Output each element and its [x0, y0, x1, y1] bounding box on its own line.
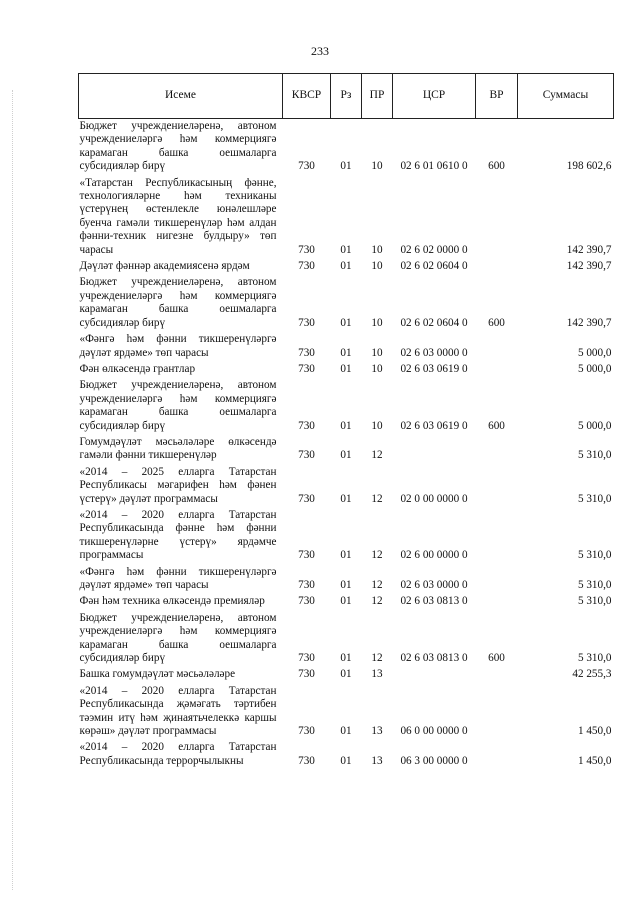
cell-rz: 01 — [340, 725, 352, 738]
cell-name: Дәүләт фәннәр академиясенә ярдәм — [79, 260, 250, 273]
cell-sum: 5 310,0 — [577, 595, 612, 608]
cell-vr — [476, 332, 518, 362]
cell-pr: 10 — [371, 346, 383, 359]
column-header-csr: ЦСР — [393, 74, 476, 119]
cell-sum: 5 310,0 — [577, 449, 612, 462]
cell-vr — [476, 176, 518, 259]
cell-csr: 02 6 03 0619 0 — [400, 419, 468, 432]
cell-sum: 5 310,0 — [577, 549, 612, 562]
cell-pr: 13 — [371, 725, 383, 738]
cell-kvsr: 730 — [298, 595, 315, 608]
cell-kvsr: 730 — [298, 725, 315, 738]
cell-sum: 5 000,0 — [577, 419, 612, 432]
table-row — [79, 275, 614, 332]
cell-rz: 01 — [340, 419, 352, 432]
cell-pr: 13 — [371, 754, 383, 767]
cell-pr: 10 — [371, 243, 383, 256]
cell-vr — [476, 594, 518, 610]
table-row — [79, 611, 614, 668]
table-row — [79, 176, 614, 259]
cell-csr: 02 6 01 0610 0 — [400, 160, 468, 173]
cell-rz: 01 — [340, 549, 352, 562]
cell-sum: 5 310,0 — [577, 492, 612, 505]
cell-name: «2014 – 2020 елларга Татарстан Республикасында фәнне һәм фәнни тикшеренүләрне үстерү» ярдәмче программасы — [79, 508, 277, 562]
cell-name: «2014 – 2020 елларга Татарстан Республикасында җәмәгать тәртибен тәэмин итү һәм җинаятьчелеккә каршы көрәш» дәүләт программасы — [79, 684, 277, 738]
table-row — [79, 565, 614, 595]
table-body — [79, 119, 614, 771]
cell-sum: 5 310,0 — [577, 652, 612, 665]
cell-kvsr: 730 — [298, 260, 315, 273]
cell-pr: 12 — [371, 652, 383, 665]
cell-vr: 600 — [488, 652, 505, 665]
cell-pr: 12 — [371, 449, 383, 462]
cell-rz: 01 — [340, 579, 352, 591]
cell-vr: 600 — [488, 160, 505, 173]
cell-vr — [476, 565, 518, 595]
cell-csr: 02 6 02 0604 0 — [400, 260, 468, 273]
cell-vr — [476, 684, 518, 741]
cell-rz: 01 — [340, 260, 352, 273]
cell-sum: 1 450,0 — [577, 725, 612, 738]
budget-table — [78, 73, 614, 770]
cell-kvsr: 730 — [298, 160, 315, 173]
cell-csr: 02 0 00 0000 0 — [400, 492, 468, 505]
cell-vr — [476, 362, 518, 378]
cell-pr: 10 — [371, 316, 383, 329]
table-row — [79, 667, 614, 683]
cell-kvsr: 730 — [298, 449, 315, 462]
cell-rz: 01 — [340, 652, 352, 665]
cell-name: Бюджет учреждениеләренә, автоном учреждениеләргә һәм коммерциягә карамаган башка оешмаларга субсидияләр бирү — [79, 276, 277, 329]
cell-sum: 42 255,3 — [572, 668, 612, 681]
cell-kvsr: 730 — [298, 243, 315, 256]
cell-rz: 01 — [340, 668, 352, 681]
cell-kvsr: 730 — [298, 362, 315, 375]
cell-kvsr: 730 — [298, 579, 315, 591]
table-row — [79, 684, 614, 741]
cell-rz: 01 — [340, 346, 352, 359]
table-row — [79, 332, 614, 362]
cell-kvsr: 730 — [298, 668, 315, 681]
cell-pr: 10 — [371, 160, 383, 173]
table-header-row — [79, 74, 614, 119]
cell-csr: 02 6 03 0000 0 — [400, 579, 468, 591]
cell-name: Башка гомумдәүләт мәсьәләләре — [79, 668, 236, 681]
cell-pr: 12 — [371, 549, 383, 562]
cell-name: Фән өлкәсендә грантлар — [79, 362, 196, 375]
table-row — [79, 119, 614, 176]
cell-vr — [476, 465, 518, 508]
cell-pr: 10 — [371, 362, 383, 375]
cell-vr — [476, 435, 518, 465]
cell-csr: 02 6 02 0604 0 — [400, 316, 468, 329]
cell-rz: 01 — [340, 316, 352, 329]
cell-rz: 01 — [340, 754, 352, 767]
cell-kvsr: 730 — [298, 652, 315, 665]
cell-pr: 10 — [371, 260, 383, 273]
cell-kvsr: 730 — [298, 492, 315, 505]
cell-kvsr: 730 — [298, 419, 315, 432]
cell-sum: 142 390,7 — [566, 243, 612, 256]
cell-pr: 12 — [371, 579, 383, 591]
cell-sum: 5 310,0 — [577, 579, 612, 591]
cell-sum: 198 602,6 — [566, 160, 612, 173]
column-header-kvsr: КВСР — [283, 74, 331, 119]
scan-margin-line — [12, 90, 13, 890]
table-row — [79, 259, 614, 275]
cell-csr — [393, 435, 476, 465]
cell-csr: 02 6 02 0000 0 — [400, 243, 468, 256]
cell-name: Бюджет учреждениеләренә, автоном учреждениеләргә һәм коммерциягә карамаган башка оешмаларга субсидияләр бирү — [79, 120, 277, 173]
cell-name: «Фәнгә һәм фәнни тикшеренүләргә дәүләт ярдәме» төп чарасы — [79, 333, 277, 359]
cell-name: Гомумдәүләт мәсьәләләре өлкәсендә гамәли фәнни тикшеренүләр — [79, 435, 277, 462]
cell-kvsr: 730 — [298, 316, 315, 329]
table-row — [79, 508, 614, 565]
cell-rz: 01 — [340, 595, 352, 608]
cell-sum: 142 390,7 — [566, 316, 612, 329]
cell-kvsr: 730 — [298, 754, 315, 767]
column-header-vr: ВР — [476, 74, 518, 119]
cell-csr: 02 6 03 0619 0 — [400, 362, 468, 375]
table-row — [79, 740, 614, 770]
cell-rz: 01 — [340, 449, 352, 462]
cell-csr: 02 6 03 0813 0 — [400, 595, 468, 608]
cell-rz: 01 — [340, 243, 352, 256]
cell-name: Бюджет учреждениеләренә, автоном учреждениеләргә һәм коммерциягә карамаган башка оешмаларга субсидияләр бирү — [79, 611, 277, 665]
cell-name: «Татарстан Республикасының фәнне, технологияләрне һәм техниканы үстерүнең өстенлекле юнәлешләре буенча гамәли тикшеренүләр һәм алдан фәнни-техник нигезне булдыру» төп чарасы — [79, 176, 277, 256]
cell-kvsr: 730 — [298, 549, 315, 562]
cell-vr: 600 — [488, 419, 505, 432]
cell-pr: 10 — [371, 419, 383, 432]
column-header-name: Исеме — [79, 74, 283, 119]
cell-vr — [476, 508, 518, 565]
page-number: 233 — [311, 44, 329, 58]
cell-rz: 01 — [340, 160, 352, 173]
table-row — [79, 435, 614, 465]
cell-csr — [393, 667, 476, 683]
cell-rz: 01 — [340, 362, 352, 375]
cell-sum: 5 000,0 — [577, 362, 612, 375]
cell-name: «2014 – 2025 елларга Татарстан Республикасы мәгарифен һәм фәнен үстерү» дәүләт программасы — [79, 465, 277, 505]
table-row — [79, 465, 614, 508]
cell-csr: 02 6 03 0813 0 — [400, 652, 468, 665]
cell-name: «Фәнгә һәм фәнни тикшеренүләргә дәүләт ярдәме» төп чарасы — [79, 565, 277, 591]
column-header-rz: Рз — [331, 74, 362, 119]
cell-pr: 12 — [371, 595, 383, 608]
cell-sum: 142 390,7 — [566, 260, 612, 273]
cell-name: Бюджет учреждениеләренә, автоном учреждениеләргә һәм коммерциягә карамаган башка оешмаларга субсидияләр бирү — [79, 379, 277, 432]
cell-csr: 06 0 00 0000 0 — [400, 725, 468, 738]
table-row — [79, 594, 614, 610]
cell-pr: 13 — [371, 668, 383, 681]
cell-csr: 06 3 00 0000 0 — [400, 754, 468, 767]
cell-kvsr: 730 — [298, 346, 315, 359]
cell-sum: 1 450,0 — [577, 754, 612, 767]
cell-name: «2014 – 2020 елларга Татарстан Республикасында террорчылыкны — [79, 741, 277, 767]
cell-csr: 02 6 03 0000 0 — [400, 346, 468, 359]
cell-rz: 01 — [340, 492, 352, 505]
cell-name: Фән һәм техника өлкәсендә премияләр — [79, 595, 265, 608]
cell-pr: 12 — [371, 492, 383, 505]
table-row — [79, 378, 614, 435]
cell-vr — [476, 667, 518, 683]
cell-csr: 02 6 00 0000 0 — [400, 549, 468, 562]
column-header-sum: Суммасы — [518, 74, 614, 119]
cell-vr — [476, 259, 518, 275]
column-header-pr: ПР — [362, 74, 393, 119]
table-row — [79, 362, 614, 378]
cell-sum: 5 000,0 — [577, 346, 612, 359]
cell-vr — [476, 740, 518, 770]
cell-vr: 600 — [488, 316, 505, 329]
